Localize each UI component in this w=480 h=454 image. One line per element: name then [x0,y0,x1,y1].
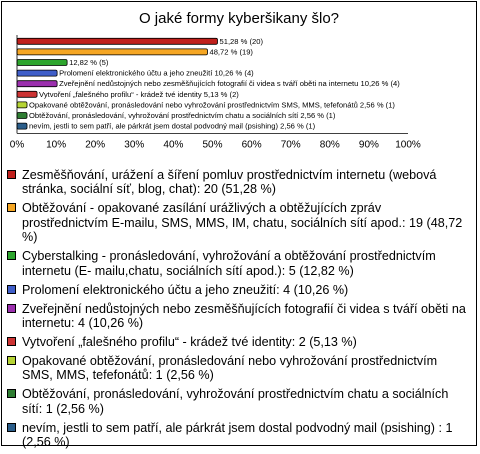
legend-label: Vytvoření „falešného profilu“ - krádež tvé identity: 2 (5,13 %) [22,335,357,350]
legend-label: Zveřejnění nedůstojných nebo zesměšňujících fotografií či videa s tváří oběti na internetu: 4 (10,26 %) [22,301,466,331]
chart-legend [6,168,468,454]
legend-swatch [7,423,16,432]
x-tick-label: 90% [358,139,379,151]
x-tick-label: 40% [163,139,184,151]
legend-item [6,354,468,383]
bar-label-7: Opakované obtěžování, pronásledování nebo vyhrožování prostřednictvím SMS, MMS, tefefonátů 2,56 % (1) [29,100,395,110]
legend-swatch [7,285,16,294]
legend-item [6,387,468,416]
bar-7 [17,102,27,108]
bar-2 [17,49,207,55]
legend-swatch [7,203,16,212]
legend-swatch [7,337,16,346]
x-tick-label: 10% [46,139,67,151]
bar-3 [17,60,67,66]
x-tick-label: 70% [280,139,301,151]
bar-label-4: Prolomení elektronického účtu a jeho zneužití 10,26 % (4) [59,68,254,78]
legend-label: nevím, jestli to sem patří, ale párkrát jsem dostal podvodný mail (psishing) : 1 (2,56 %) [22,420,453,450]
legend-label: Obtěžování, pronásledování, vyhrožování prostřednictvím chatu a sociálních sítí: 1 (2,56 %) [22,387,449,416]
x-tick-label: 50% [202,139,223,151]
bar-label-2: 48,72 % (19) [209,47,253,57]
bar-label-5: Zveřejnění nedůstojných nebo zesměšňujících fotografií či videa s tváří oběti na internetu 10,26 % (4) [59,79,400,89]
bar-6 [17,91,37,97]
legend-swatch [7,304,16,313]
legend-item [6,335,468,349]
x-tick-label: 80% [319,139,340,151]
legend-label: Zesměšňování, urážení a šíření pomluv prostřednictvím internetu (webová stránka, sociální síť, blog, chat): 20 (51,28 %) [22,168,437,197]
legend-label: Opakované obtěžování, pronásledování nebo vyhrožování prostřednictvím SMS, MMS, tefefonátů: 1 (2,56 %) [22,354,438,383]
x-tick-label: 30% [124,139,145,151]
bar-label-1: 51,28 % (20) [219,36,263,46]
bar-1 [17,38,218,44]
legend-item [6,168,468,197]
legend-label: Prolomení elektronického účtu a jeho zneužití: 4 (10,26 %) [22,282,349,297]
x-tick-label: 0% [9,139,25,151]
legend-item [6,283,468,297]
legend-label: Obtěžování - opakované zasílání urážlivých a obtěžujících zpráv prostřednictvím E-mailu, SMS, MMS, IM, chatu, sociálních sítí apod.: 19 (48,72 %) [22,201,463,245]
bar-5 [17,81,57,87]
legend-swatch [7,356,16,365]
x-tick-label: 100% [395,139,421,151]
bar-9 [17,123,27,129]
bar-label-6: Vytvoření „falešného profilu“ - krádež tvé identity 5,13 % (2) [39,89,239,99]
bar-label-8: Obtěžování, pronásledování, vyhrožování prostřednictvím chatu a sociálních sítí 2,56 % (1) [29,111,336,120]
bar-label-3: 12,82 % (5) [69,58,109,67]
bar-8 [17,113,27,119]
legend-item [6,421,468,450]
legend-item [6,302,468,331]
bar-chart [0,0,480,170]
legend-item [6,249,468,278]
bar-4 [17,70,57,76]
legend-swatch [7,251,16,260]
bar-label-9: nevím, jestli to sem patří, ale párkrát jsem dostal podvodný mail (psishing) 2,56 % (1) [29,121,316,131]
x-tick-label: 20% [85,139,106,151]
legend-swatch [7,389,16,398]
chart-title: O jaké formy kyberšikany šlo? [138,10,340,27]
x-tick-label: 60% [241,139,262,151]
legend-label: Cyberstalking - pronásledování, vyhrožování a obtěžování prostřednictvím internetu (E- mailu,chatu, sociálních sítí apod.): 5 (12,82 %) [22,249,436,278]
legend-swatch [7,170,16,179]
legend-item [6,201,468,244]
